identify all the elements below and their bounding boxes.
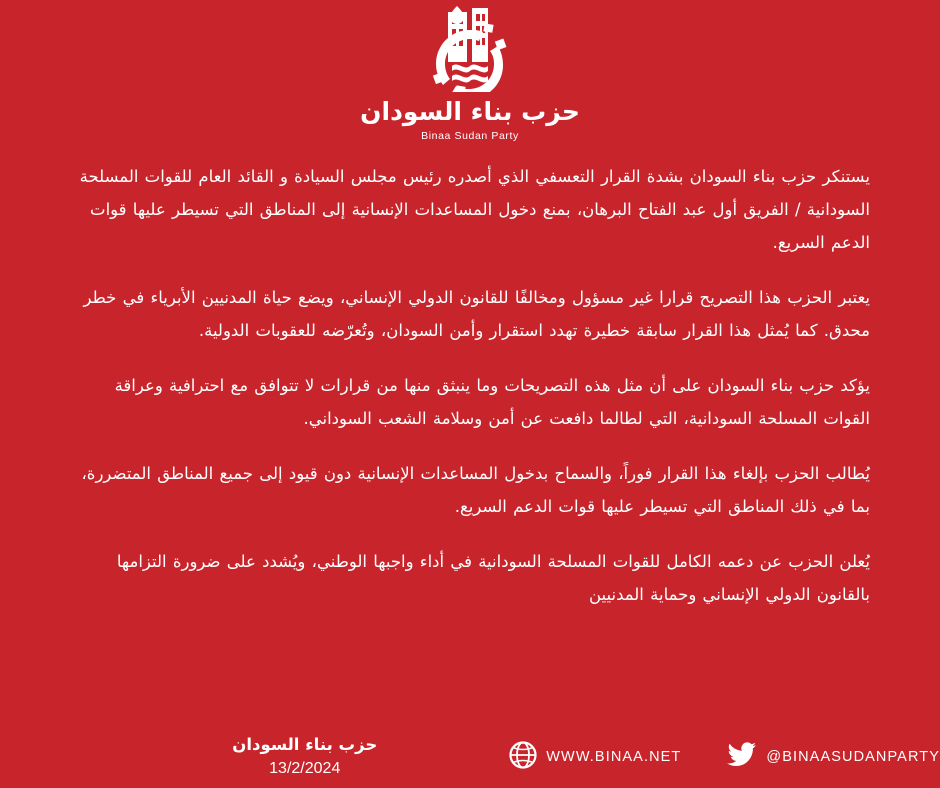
poster-footer <box>0 726 940 788</box>
sudan-building-party-logo-icon <box>412 6 528 92</box>
website-link[interactable] <box>509 741 681 773</box>
twitter-link[interactable] <box>727 742 940 772</box>
poster-header <box>0 0 940 142</box>
statement-paragraph: يؤكد حزب بناء السودان على أن مثل هذه التصريحات وما ينبثق منها من قرارات لا تتوافق مع احترافية وعراقة القوات المسلحة السودانية، التي لطالما دافعت عن أمن وسلامة الشعب السوداني. <box>114 375 870 428</box>
statement-paragraph: يستنكر حزب بناء السودان بشدة القرار التعسفي الذي أصدره رئيس مجلس السيادة و القائد العام للقوات المسلحة السودانية / الفريق أول عبد الفتاح البرهان، بمنع دخول المساعدات الإنسانية إلى المناطق التي تسيطر عليها قوات الدعم السريع. <box>79 166 870 252</box>
party-name-arabic: حزب بناء السودان <box>360 97 580 126</box>
footer-contacts <box>487 741 940 773</box>
signature-label: حزب بناء السودان <box>232 735 378 755</box>
footer-signature-block <box>232 733 487 780</box>
party-name-english: Binaa Sudan Party <box>421 129 519 142</box>
statement-date: 13/2/2024 <box>269 760 341 778</box>
statement-paragraph: يعتبر الحزب هذا التصريح قرارا غير مسؤول ومخالفًا للقانون الدولي الإنساني، ويضع حياة المدنيين الأبرياء في خطر محدق. كما يُمثل هذا القرار سابقة خطيرة تهدد استقرار وأمن السودان، وتُعرّضه للعقوبات الدولية. <box>83 287 870 340</box>
statement-body <box>70 160 870 611</box>
statement-paragraph: يُعلن الحزب عن دعمه الكامل للقوات المسلحة السودانية في أداء واجبها الوطني، ويُشدد على ضرورة التزامها بالقانون الدولي الإنساني وحماية المدنيين <box>116 551 870 604</box>
twitter-handle-label: @BINAASUDANPARTY <box>766 749 940 765</box>
globe-icon <box>509 741 537 773</box>
website-label: WWW.BINAA.NET <box>546 749 682 765</box>
statement-paragraph: يُطالب الحزب بإلغاء هذا القرار فوراً، والسماح بدخول المساعدات الإنسانية دون قيود إلى جميع المناطق المتضررة، بما في ذلك المناطق التي تسيطر عليها قوات الدعم السريع. <box>81 463 870 516</box>
twitter-bird-icon <box>727 742 757 772</box>
